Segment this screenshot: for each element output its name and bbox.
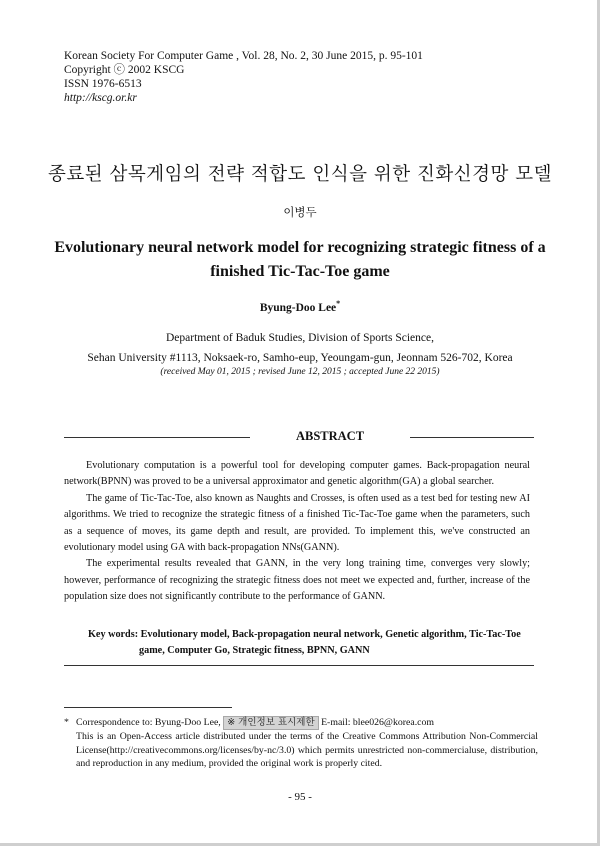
footnote xyxy=(64,716,538,771)
journal-citation: Korean Society For Computer Game , Vol. 28, No. 2, 30 June 2015, p. 95-101 xyxy=(64,50,423,62)
korean-title: 종료된 삼목게임의 전략 적합도 인식을 위한 진화신경망 모델 xyxy=(48,164,552,185)
english-author xyxy=(0,299,600,314)
keywords xyxy=(64,627,534,660)
affiliation-line-1: Department of Baduk Studies, Division of Sports Science, xyxy=(166,332,434,344)
abstract-paragraph: The game of Tic-Tac-Toe, also known as Naughts and Crosses, is often used as a test bed for testing new AI algorithms. We tried to recognize the strategic fitness of a finished Tic-Tac-Toe game when the parameters, such as a sequence of moves, its game depth and result, are provided. To implement this, we've constructed an evolutionary model using GA with back-propagation NNs(GANN). xyxy=(64,492,530,554)
abstract-paragraph: The experimental results revealed that GANN, in the very long training time, converges very slowly; however, performance of recognizing the strategic fitness does not meet we expected and, further, increase of the population size does not significantly contribute to the performance of GANN. xyxy=(64,558,530,603)
author-name: Byung-Doo Lee xyxy=(259,301,337,314)
footnote-correspondence xyxy=(64,716,538,730)
english-title: Evolutionary neural network model for recognizing strategic fitness of a finished Tic-Tac-Toe game xyxy=(54,239,546,280)
footnote-star: * xyxy=(64,717,69,728)
received-dates: (received May 01, 2015 ; revised June 12, 2015 ; accepted June 22 2015) xyxy=(160,367,440,377)
issn-line: ISSN 1976-6513 xyxy=(64,78,142,90)
keywords-line-1: Key words: Evolutionary model, Back-propagation neural network, Genetic algorithm, Tic-Tac-Toe xyxy=(88,629,521,640)
affiliation xyxy=(0,328,600,368)
abstract-heading: ABSTRACT xyxy=(295,429,365,443)
abstract-heading-row xyxy=(64,429,534,445)
corresponding-mark: * xyxy=(336,299,341,308)
correspondence-text: Correspondence to: Byung-Doo Lee, xyxy=(76,717,221,728)
korean-author: 이병두 xyxy=(283,205,317,219)
journal-url: http://kscg.or.kr xyxy=(64,92,137,104)
abstract-rule-right xyxy=(410,437,534,438)
affiliation-line-2: Sehan University #1113, Noksaek-ro, Samho-eup, Yeoungam-gun, Jeonnam 526-702, Korea xyxy=(87,352,513,364)
privacy-redaction-badge: ※ 개인정보 표시제한 xyxy=(223,716,318,730)
footnote-license: This is an Open-Access article distributed under the terms of the Creative Commons Attribution Non-Commercial License(http://creativecommons.org/licenses/by-nc/3.0) which permits unrestricted non-commercialuse, distribution, and reproduction in any medium, provided the original work is properly cited. xyxy=(76,731,538,769)
email-text: E-mail: blee026@korea.com xyxy=(321,717,435,728)
footnote-rule xyxy=(64,707,232,708)
keywords-line-2: game, Computer Go, Strategic fitness, BPNN, GANN xyxy=(139,645,370,657)
abstract-body xyxy=(64,458,530,606)
copyright-line: Copyright ⓒ 2002 KSCG xyxy=(64,64,185,76)
journal-header xyxy=(64,49,423,105)
abstract-bottom-rule xyxy=(64,665,534,666)
page-number: - 95 - xyxy=(288,791,312,803)
abstract-paragraph: Evolutionary computation is a powerful tool for developing computer games. Back-propagation neural network(BPNN) was proved to be a universal approximator and genetic algorithm(GA) a global searcher. xyxy=(64,460,530,488)
abstract-rule-left xyxy=(64,437,250,438)
